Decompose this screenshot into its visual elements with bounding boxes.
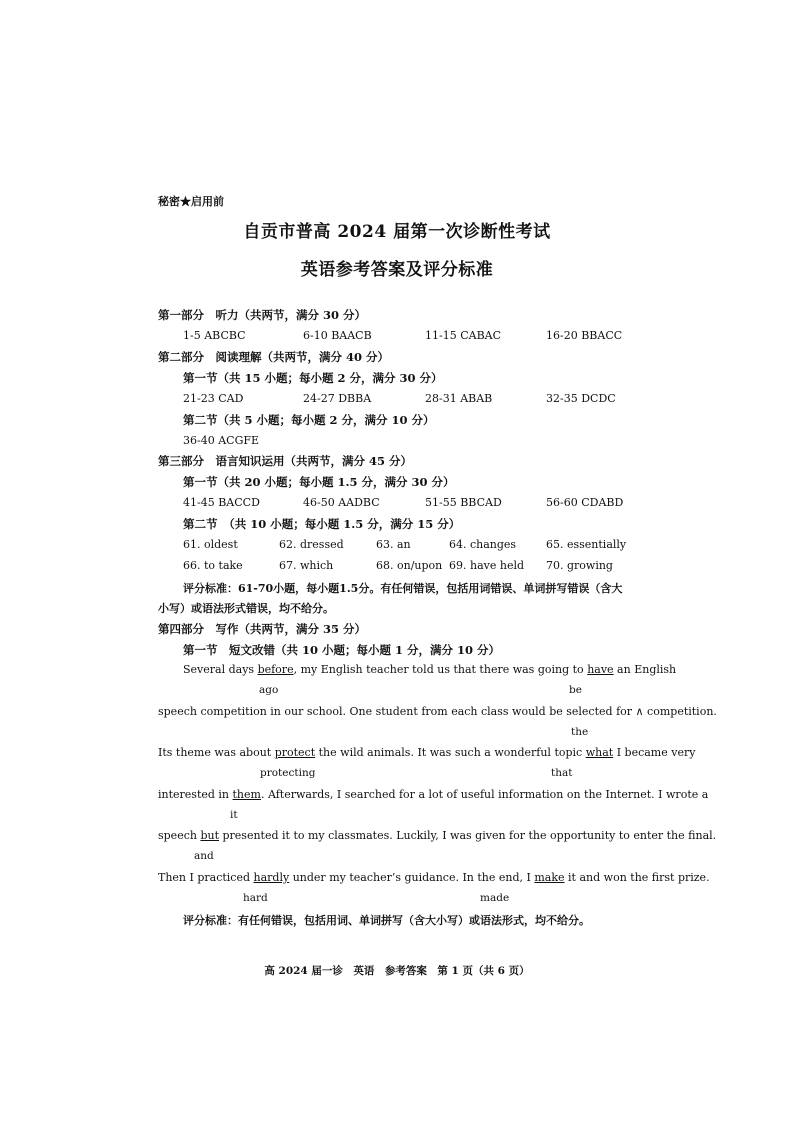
part3-section1-heading: 第一节（共 20 小题；每小题 1.5 分，满分 30 分） bbox=[183, 475, 455, 489]
passage-line bbox=[158, 871, 710, 884]
page-footer: 高 2024 届一诊 英语 参考答案 第 1 页（共 6 页） bbox=[264, 965, 530, 977]
passage-text: I became very bbox=[613, 746, 696, 759]
passage-text: speech bbox=[158, 829, 201, 842]
passage-line bbox=[158, 746, 695, 759]
correction-word: it bbox=[230, 809, 238, 821]
error-word: them bbox=[232, 788, 261, 801]
answer-item: 62. dressed bbox=[279, 538, 344, 551]
answer-group: 56-60 CDABD bbox=[546, 496, 624, 509]
passage-line bbox=[158, 788, 708, 801]
passage-text: presented it to my classmates. Luckily, I was given for the opportunity to enter the final. bbox=[219, 829, 717, 842]
answer-group: 28-31 ABAB bbox=[425, 392, 493, 405]
answer-item: 63. an bbox=[376, 538, 411, 551]
passage-text: it and won the first prize. bbox=[564, 871, 710, 884]
answer-group: 24-27 DBBA bbox=[303, 392, 372, 405]
answer-group: 6-10 BAACB bbox=[303, 329, 372, 342]
passage-text: , my English teacher told us that there was going to bbox=[293, 663, 588, 676]
passage-text: the wild animals. It was such a wonderful topic bbox=[315, 746, 586, 759]
answer-item: 70. growing bbox=[546, 559, 613, 572]
error-word: have bbox=[587, 663, 614, 676]
scoring-criteria: 评分标准：有任何错误，包括用词、单词拼写（含大小写）或语法形式，均不给分。 bbox=[183, 914, 590, 927]
part3-heading: 第三部分 语言知识运用（共两节，满分 45 分） bbox=[158, 454, 413, 468]
correction-word: be bbox=[569, 684, 582, 696]
passage-text: Then I practiced bbox=[158, 871, 254, 884]
error-word: but bbox=[200, 829, 219, 842]
passage-text: under my teacher’s guidance. In the end, I bbox=[289, 871, 535, 884]
correction-word: hard bbox=[243, 892, 268, 904]
passage-text: Several days bbox=[183, 663, 258, 676]
correction-word: that bbox=[551, 767, 573, 779]
answer-group: 16-20 BBACC bbox=[546, 329, 623, 342]
error-word: hardly bbox=[253, 871, 290, 884]
secret-label: 秘密★启用前 bbox=[158, 195, 224, 208]
answer-group: 51-55 BBCAD bbox=[425, 496, 502, 509]
passage-text: Its theme was about bbox=[158, 746, 275, 759]
answer-item: 64. changes bbox=[449, 538, 517, 551]
answer-group: 21-23 CAD bbox=[183, 392, 244, 405]
passage-line: speech competition in our school. One student from each class would be selected for ∧ competition. bbox=[158, 705, 717, 718]
scoring-criteria: 评分标准：61-70小题，每小题1.5分。有任何错误，包括用词错误、单词拼写错误（含大 bbox=[183, 582, 623, 595]
error-word: before bbox=[257, 663, 294, 676]
answer-item: 61. oldest bbox=[183, 538, 238, 551]
answer-group: 46-50 AADBC bbox=[303, 496, 380, 509]
part1-heading: 第一部分 听力（共两节，满分 30 分） bbox=[158, 308, 367, 322]
correction-word: the bbox=[571, 726, 589, 738]
answer-item: 67. which bbox=[279, 559, 334, 572]
passage-text: an English bbox=[613, 663, 677, 676]
correction-word: and bbox=[194, 850, 214, 862]
answer-group: 41-45 BACCD bbox=[183, 496, 260, 509]
answer-item: 69. have held bbox=[449, 559, 525, 572]
answer-group: 36-40 ACGFE bbox=[183, 434, 260, 447]
part2-section1-heading: 第一节（共 15 小题；每小题 2 分，满分 30 分） bbox=[183, 371, 443, 385]
correction-word: made bbox=[480, 892, 510, 904]
passage-line bbox=[158, 829, 716, 842]
part2-heading: 第二部分 阅读理解（共两节，满分 40 分） bbox=[158, 350, 390, 364]
error-word: protect bbox=[274, 746, 316, 759]
answer-item: 65. essentially bbox=[546, 538, 627, 551]
answer-group: 1-5 ABCBC bbox=[183, 329, 246, 342]
error-word: make bbox=[534, 871, 565, 884]
error-word: what bbox=[585, 746, 614, 759]
passage-text: . Afterwards, I searched for a lot of useful information on the Internet. I wrote a bbox=[260, 788, 709, 801]
correction-word: protecting bbox=[260, 767, 316, 779]
part4-section1-heading: 第一节 短文改错（共 10 小题；每小题 1 分，满分 10 分） bbox=[183, 643, 501, 657]
part4-heading: 第四部分 写作（共两节，满分 35 分） bbox=[158, 622, 367, 636]
correction-word: ago bbox=[259, 684, 279, 696]
answer-group: 32-35 DCDC bbox=[546, 392, 616, 405]
part3-section2-heading: 第二节 （共 10 小题；每小题 1.5 分，满分 15 分） bbox=[183, 517, 461, 531]
scoring-criteria-cont: 小写）或语法形式错误，均不给分。 bbox=[158, 602, 334, 615]
answer-item: 66. to take bbox=[183, 559, 243, 572]
passage-line bbox=[183, 663, 676, 676]
page-subtitle: 英语参考答案及评分标准 bbox=[300, 260, 494, 280]
passage-text: interested in bbox=[158, 788, 233, 801]
answer-group: 11-15 CABAC bbox=[425, 329, 502, 342]
part2-section2-heading: 第二节（共 5 小题；每小题 2 分，满分 10 分） bbox=[183, 413, 435, 427]
answer-item: 68. on/upon bbox=[376, 559, 443, 572]
page-title: 自贡市普高 2024 届第一次诊断性考试 bbox=[243, 222, 551, 242]
